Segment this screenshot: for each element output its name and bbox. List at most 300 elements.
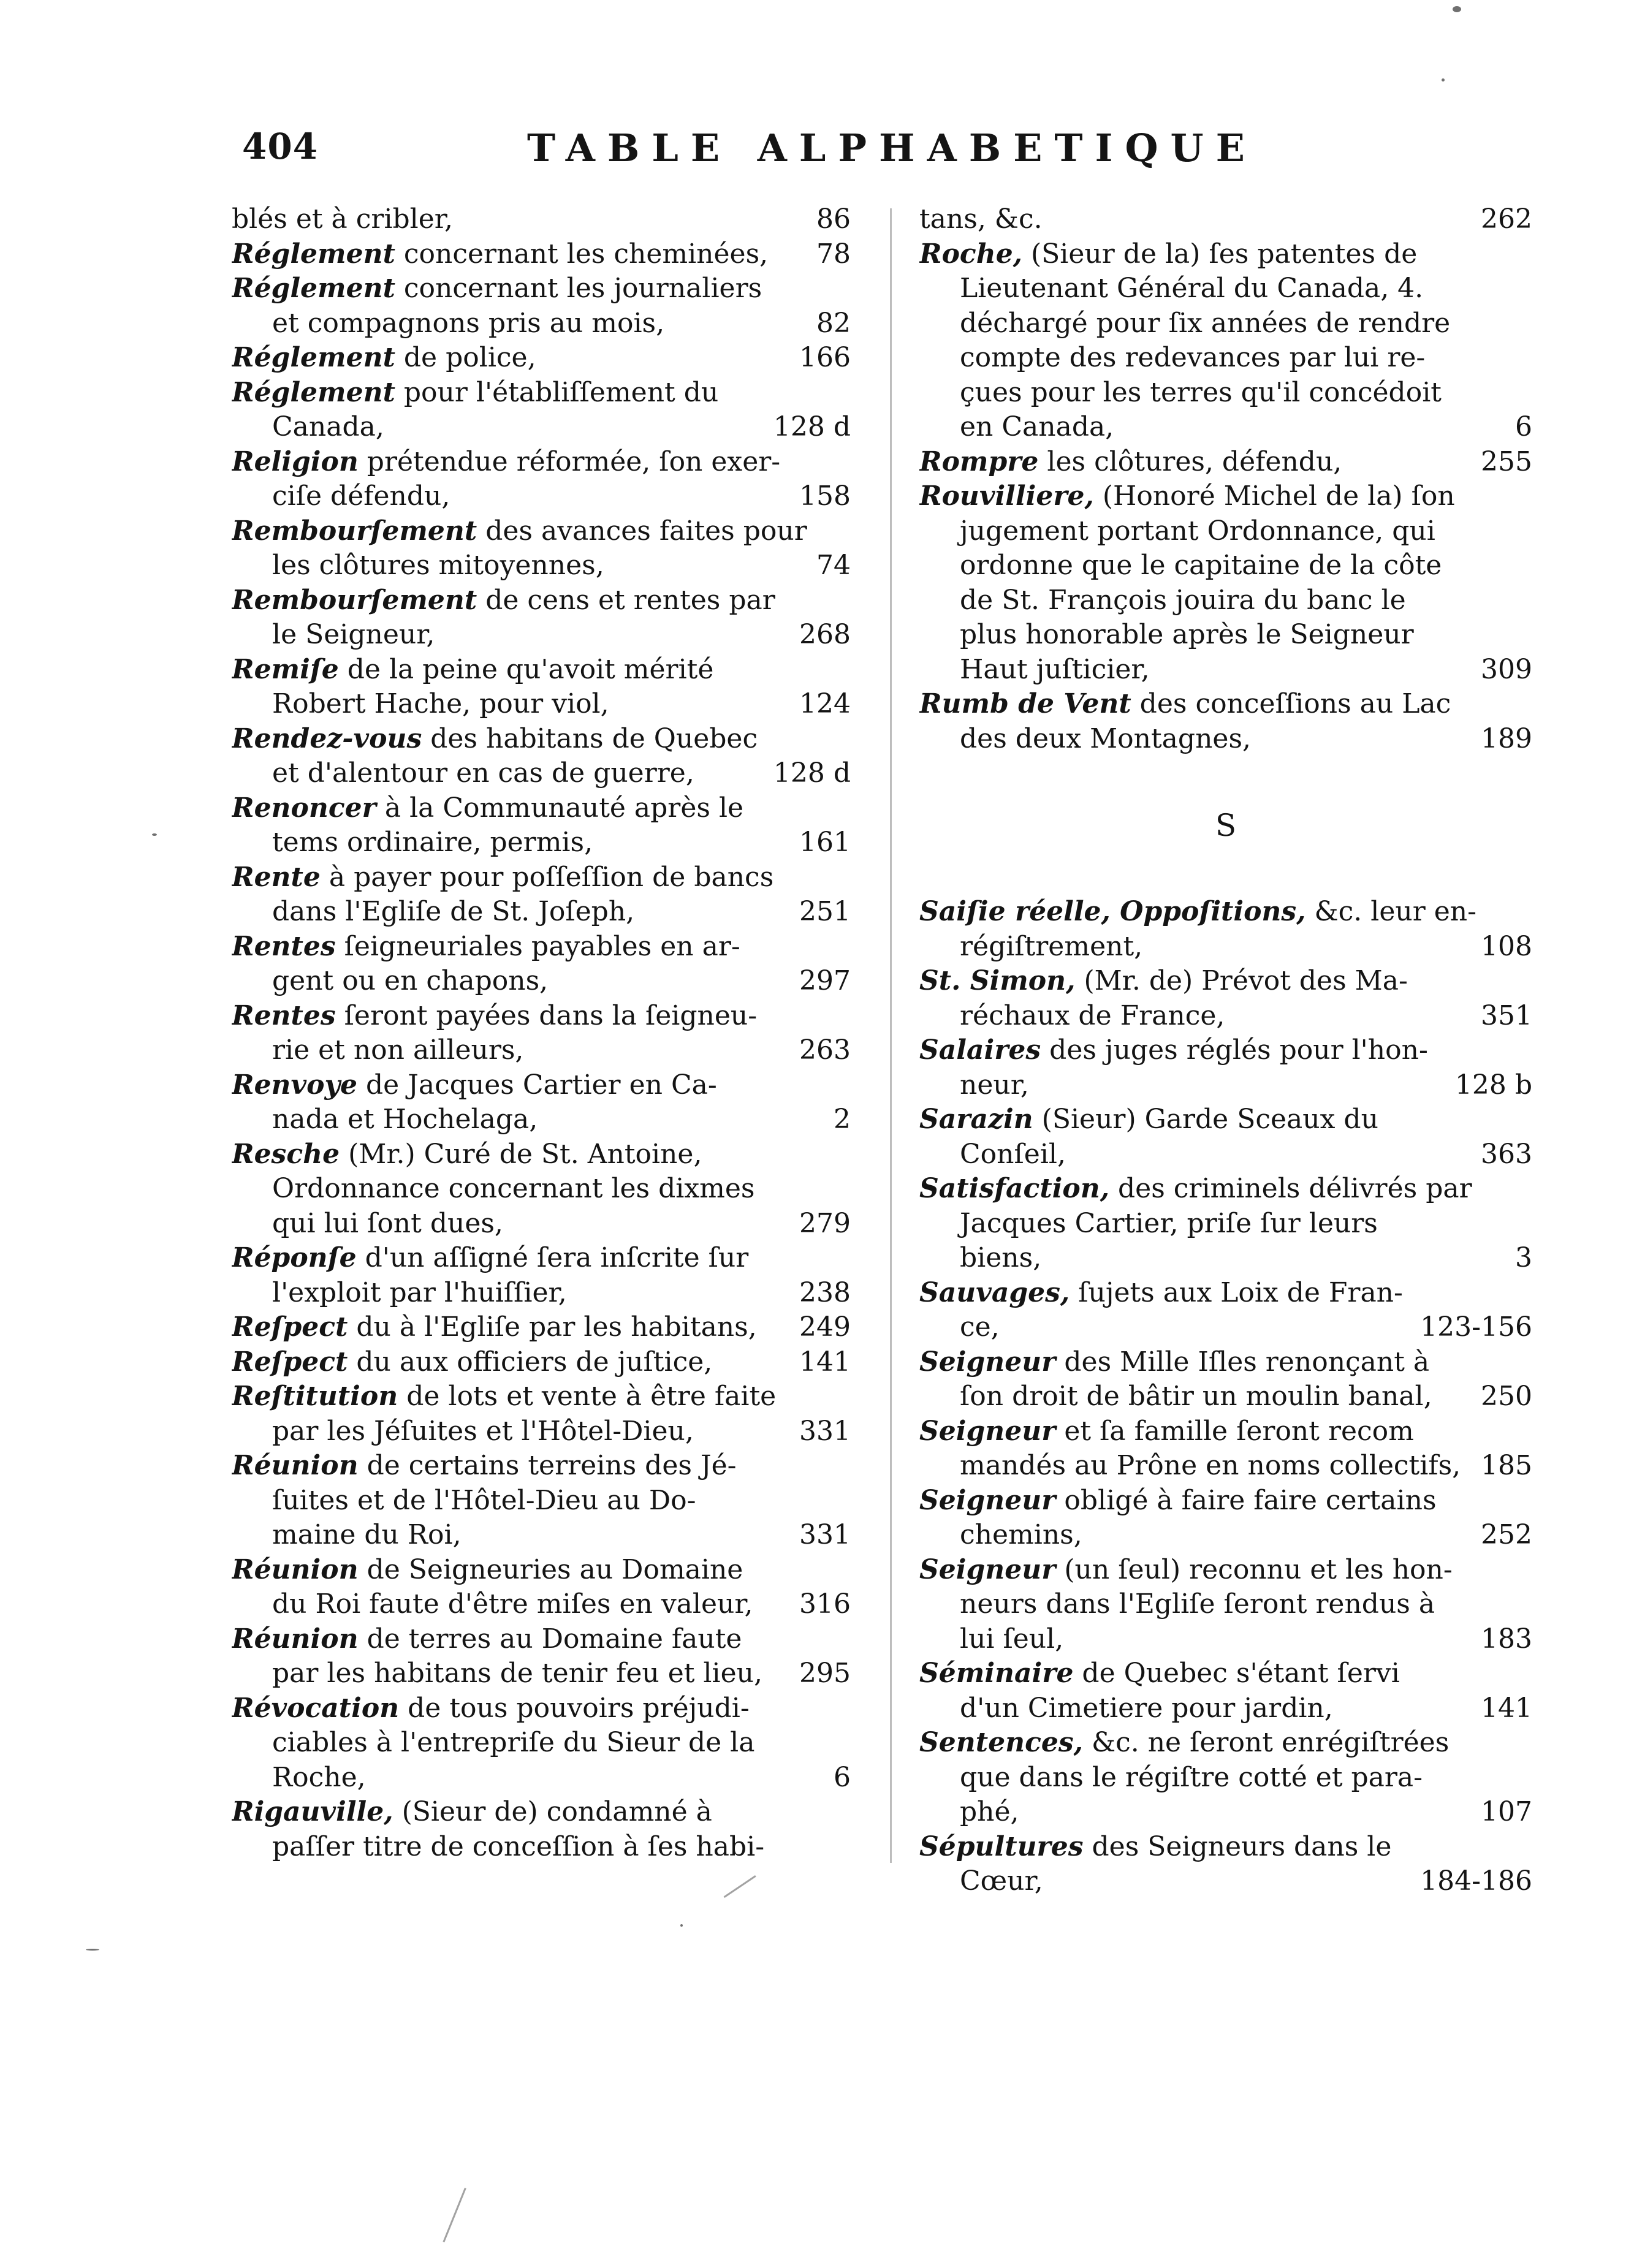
index-entry	[919, 1656, 1532, 1726]
entry-text	[232, 895, 851, 930]
entry-line	[232, 1691, 851, 1726]
index-entry	[232, 653, 851, 722]
entry-heading: Sauvages,	[919, 1276, 1070, 1308]
entry-heading: Renvoye	[232, 1069, 358, 1101]
index-entry	[232, 376, 851, 445]
page-reference: 128 d	[773, 757, 851, 789]
entry-text	[232, 1102, 851, 1137]
entry-heading: Reſtitution	[232, 1381, 398, 1412]
entry-line	[232, 756, 851, 791]
entry-text	[919, 1414, 1532, 1449]
entry-line	[232, 1761, 851, 1796]
entry-text	[232, 1761, 851, 1796]
entry-description: de lots et vente à être faite	[398, 1381, 777, 1412]
index-entry	[232, 1691, 851, 1796]
entry-line	[919, 687, 1532, 722]
entry-line	[919, 1864, 1532, 1899]
entry-text	[232, 306, 851, 341]
entry-heading: Rendez-vous	[232, 722, 422, 754]
entry-line	[232, 895, 851, 930]
scan-scratch	[724, 1875, 756, 1898]
entry-line	[919, 1761, 1532, 1796]
entry-line	[919, 1518, 1532, 1553]
entry-description: plus honorable après le Seigneur	[960, 619, 1414, 650]
entry-text	[232, 964, 851, 999]
entry-description: de St. François jouira du banc le	[960, 584, 1406, 616]
entry-description: régiſtrement,	[960, 930, 1143, 962]
index-entry	[232, 1241, 851, 1310]
entry-description: &c. leur en-	[1305, 896, 1476, 927]
entry-line	[919, 1207, 1532, 1242]
page-reference: 316	[799, 1588, 851, 1620]
entry-description: Jacques Cartier, priſe ſur leurs	[960, 1207, 1378, 1239]
entry-line	[232, 825, 851, 860]
entry-text	[919, 895, 1532, 930]
entry-heading: Réunion	[232, 1623, 359, 1655]
entry-text	[919, 1691, 1532, 1726]
page-reference: 2	[834, 1104, 851, 1135]
entry-heading: Remiſe	[232, 653, 339, 685]
entry-text	[232, 1587, 851, 1622]
entry-text	[919, 237, 1532, 272]
entry-text	[232, 583, 851, 618]
entry-text	[232, 722, 851, 757]
entry-description: qui lui ſont dues,	[272, 1207, 503, 1239]
entry-text	[919, 1345, 1532, 1380]
entry-text	[232, 1276, 851, 1311]
index-entry	[232, 237, 851, 272]
page-reference: 123-156	[1420, 1311, 1532, 1343]
entry-heading: Sépultures	[919, 1830, 1084, 1862]
entry-line	[919, 1587, 1532, 1622]
entry-heading: Roche,	[919, 238, 1023, 270]
entry-text	[232, 341, 851, 376]
entry-description: tems ordinaire, permis,	[272, 827, 593, 858]
entry-heading: Renoncer	[232, 792, 376, 824]
entry-heading: Séminaire	[919, 1658, 1074, 1689]
entry-line	[919, 1691, 1532, 1726]
entry-line	[919, 895, 1532, 930]
entry-text	[232, 237, 851, 272]
entry-description: gent ou en chapons,	[272, 965, 549, 996]
entry-text	[232, 1310, 851, 1345]
entry-text	[232, 756, 851, 791]
entry-line	[919, 653, 1532, 688]
entry-description: et compagnons pris au mois,	[272, 307, 665, 339]
entry-line	[919, 1345, 1532, 1380]
entry-description: Haut juſticier,	[960, 653, 1150, 685]
entry-description: des avances faites pour	[477, 515, 807, 547]
entry-heading: Seigneur	[919, 1346, 1056, 1378]
entry-description: du à l'Egliſe par les habitans,	[348, 1311, 757, 1343]
entry-description: nada et Hochelaga,	[272, 1104, 538, 1135]
entry-line	[919, 548, 1532, 583]
entry-text	[919, 999, 1532, 1034]
entry-description: ciables à l'entrepriſe du Sieur de la	[272, 1727, 755, 1758]
entry-heading: Rentes	[232, 930, 336, 962]
entry-text	[919, 1207, 1532, 1242]
page-reference: 252	[1481, 1519, 1532, 1550]
entry-line	[232, 1518, 851, 1553]
entry-description: ſeigneuriales payables en ar-	[335, 930, 740, 962]
entry-description: les clôtures, défendu,	[1038, 446, 1342, 477]
entry-line	[919, 202, 1532, 237]
entry-description: ciſe défendu,	[272, 480, 450, 512]
index-entry	[919, 1726, 1532, 1830]
entry-text	[919, 1137, 1532, 1172]
index-entry	[232, 1068, 851, 1137]
entry-description: des criminels délivrés par	[1109, 1173, 1472, 1204]
entry-line	[919, 1241, 1532, 1276]
entry-line	[919, 1449, 1532, 1484]
index-entry	[919, 1553, 1532, 1657]
entry-text	[919, 1761, 1532, 1796]
page-reference: 6	[1515, 411, 1532, 442]
entry-text	[919, 1795, 1532, 1830]
page-reference: 3	[1515, 1242, 1532, 1273]
entry-line	[919, 1172, 1532, 1207]
index-entry	[919, 1276, 1532, 1345]
entry-line	[232, 1379, 851, 1414]
entry-description: de tous pouvoirs préjudi-	[399, 1692, 750, 1724]
index-entry	[232, 341, 851, 376]
page-reference: 161	[799, 827, 851, 858]
entry-description: les clôtures mitoyennes,	[272, 550, 604, 581]
entry-text	[232, 271, 851, 306]
index-entry	[232, 1795, 851, 1864]
entry-text	[919, 410, 1532, 445]
entry-text	[232, 1691, 851, 1726]
entry-heading: Rentes	[232, 999, 336, 1031]
entry-description: maine du Roi,	[272, 1519, 462, 1550]
entry-description: d'un Cimetiere pour jardin,	[960, 1692, 1333, 1724]
entry-line	[232, 1587, 851, 1622]
entry-line	[919, 479, 1532, 514]
entry-text	[919, 687, 1532, 722]
entry-line	[919, 1414, 1532, 1449]
entry-text	[919, 1449, 1532, 1484]
entry-text	[919, 1068, 1532, 1103]
entry-description: dans l'Egliſe de St. Joſeph,	[272, 896, 635, 927]
entry-line	[232, 1207, 851, 1242]
entry-heading: Satisfaction,	[919, 1173, 1110, 1204]
entry-description: de police,	[395, 342, 536, 373]
entry-description: neurs dans l'Egliſe ſeront rendus à	[960, 1588, 1435, 1620]
entry-text	[232, 548, 851, 583]
entry-text	[232, 1553, 851, 1588]
entry-description: Robert Hache, pour viol,	[272, 688, 609, 719]
entry-line	[919, 618, 1532, 653]
index-entry	[919, 479, 1532, 687]
entry-description: blés et à cribler,	[232, 203, 453, 235]
entry-description: lui ſeul,	[960, 1623, 1064, 1655]
entry-line	[232, 341, 851, 376]
entry-text	[232, 1033, 851, 1068]
scan-speck	[86, 1949, 99, 1951]
entry-text	[919, 1553, 1532, 1588]
entry-line	[232, 618, 851, 653]
page-reference: 279	[799, 1207, 851, 1239]
entry-line	[232, 1102, 851, 1137]
entry-description: des conceſſions au Lac	[1131, 688, 1451, 719]
entry-line	[232, 1656, 851, 1691]
entry-heading: Rembourſement	[232, 584, 477, 616]
entry-line	[232, 930, 851, 965]
entry-heading: Réglement	[232, 238, 395, 270]
entry-description: biens,	[960, 1242, 1042, 1273]
entry-description: obligé à faire faire certains	[1055, 1484, 1437, 1516]
entry-line	[232, 237, 851, 272]
entry-line	[919, 237, 1532, 272]
entry-text	[919, 964, 1532, 999]
entry-description: ſuites et de l'Hôtel-Dieu au Do-	[272, 1484, 696, 1516]
entry-line	[232, 1068, 851, 1103]
page-reference: 263	[799, 1034, 851, 1066]
entry-text	[919, 1518, 1532, 1553]
entry-line	[232, 514, 851, 549]
entry-description: de Seigneuries au Domaine	[358, 1553, 743, 1585]
index-entry	[919, 445, 1532, 480]
index-entry	[919, 1414, 1532, 1484]
entry-line	[919, 1379, 1532, 1414]
entry-line	[232, 791, 851, 826]
entry-description: des Seigneurs dans le	[1083, 1830, 1392, 1862]
entry-line	[919, 1137, 1532, 1172]
entry-line	[232, 1622, 851, 1657]
page-reference: 295	[799, 1658, 851, 1689]
entry-text	[232, 930, 851, 965]
index-entry	[919, 1102, 1532, 1172]
index-entry	[232, 271, 851, 341]
entry-description: l'exploit par l'huiſſier,	[272, 1276, 567, 1308]
index-entry	[919, 895, 1532, 964]
entry-text	[232, 1795, 851, 1830]
entry-description: (Sieur de la) ſes patentes de	[1022, 238, 1418, 270]
entry-description: tans, &c.	[919, 203, 1043, 235]
index-entry	[232, 791, 851, 860]
entry-text	[232, 1068, 851, 1103]
index-entry	[232, 514, 851, 583]
entry-line	[232, 999, 851, 1034]
entry-description: du Roi faute d'être miſes en valeur,	[272, 1588, 753, 1620]
entry-line	[919, 999, 1532, 1034]
entry-line	[232, 202, 851, 237]
entry-line	[232, 479, 851, 514]
entry-heading: Seigneur	[919, 1415, 1056, 1447]
index-entry	[919, 1345, 1532, 1414]
entry-line	[232, 1553, 851, 1588]
entry-line	[919, 271, 1532, 306]
entry-description: (un ſeul) reconnu et les hon-	[1055, 1553, 1453, 1585]
entry-description: de terres au Domaine faute	[358, 1623, 742, 1655]
entry-description: (Honoré Michel de la) ſon	[1093, 480, 1455, 512]
entry-description: chemins,	[960, 1519, 1082, 1550]
page-reference: 124	[799, 688, 851, 719]
entry-line	[919, 445, 1532, 480]
section-letter: S	[1215, 807, 1237, 843]
scan-scratch	[443, 2188, 466, 2242]
entry-text	[232, 1379, 851, 1414]
page-reference: 166	[799, 342, 851, 373]
entry-text	[919, 930, 1532, 965]
entry-heading: Rumb de Vent	[919, 688, 1131, 719]
entry-text	[919, 1241, 1532, 1276]
page-reference: 185	[1481, 1450, 1532, 1481]
entry-text	[919, 653, 1532, 688]
entry-line	[232, 1172, 851, 1207]
entry-line	[232, 1241, 851, 1276]
entry-text	[919, 1726, 1532, 1761]
entry-heading: Reſpect	[232, 1311, 348, 1343]
entry-line	[919, 1795, 1532, 1830]
page-reference: 6	[834, 1761, 851, 1793]
scan-speck	[1453, 6, 1461, 12]
entry-line	[919, 1276, 1532, 1311]
entry-description: ordonne que le capitaine de la côte	[960, 550, 1442, 581]
entry-line	[232, 1726, 851, 1761]
entry-heading: Sentences,	[919, 1727, 1083, 1758]
entry-line	[919, 341, 1532, 376]
page-reference: 158	[799, 480, 851, 512]
index-entry	[232, 1137, 851, 1242]
entry-heading: Sarazin	[919, 1104, 1033, 1135]
page-reference: 331	[799, 1415, 851, 1447]
entry-description: déchargé pour ſix années de rendre	[960, 307, 1451, 339]
page-number: 404	[242, 126, 319, 167]
entry-heading: Religion	[232, 446, 359, 477]
entry-text	[232, 1484, 851, 1519]
entry-description: (Sieur de) condamné à	[393, 1796, 712, 1827]
entry-heading: Salaires	[919, 1034, 1041, 1066]
entry-description: de Jacques Cartier en Ca-	[357, 1069, 717, 1101]
page-reference: 107	[1481, 1796, 1532, 1827]
page-reference: 74	[816, 550, 851, 581]
entry-line	[232, 1414, 851, 1449]
entry-text	[919, 376, 1532, 411]
entry-heading: Rente	[232, 861, 321, 893]
entry-heading: Seigneur	[919, 1484, 1056, 1516]
scan-speck	[1442, 78, 1445, 82]
entry-heading: Seigneur	[919, 1553, 1056, 1585]
index-entry	[232, 445, 851, 514]
entry-line	[919, 930, 1532, 965]
entry-description: jugement portant Ordonnance, qui	[960, 515, 1435, 547]
entry-line	[919, 1656, 1532, 1691]
page-reference: 86	[816, 203, 851, 235]
entry-text	[232, 202, 851, 237]
entry-heading: Resche	[232, 1138, 340, 1170]
page-reference: 183	[1481, 1623, 1532, 1655]
entry-description: Lieutenant Général du Canada, 4.	[960, 273, 1424, 304]
entry-description: de certains terreins des Jé-	[358, 1450, 737, 1481]
index-entry	[232, 722, 851, 791]
entry-heading: St. Simon,	[919, 965, 1076, 996]
entry-line	[919, 1102, 1532, 1137]
index-entry	[232, 1553, 851, 1622]
index-entry	[232, 999, 851, 1068]
entry-text	[232, 1449, 851, 1484]
entry-line	[919, 1484, 1532, 1519]
page-reference: 108	[1481, 930, 1532, 962]
entry-text	[919, 1102, 1532, 1137]
entry-text	[232, 791, 851, 826]
entry-text	[919, 722, 1532, 757]
page-reference: 184-186	[1420, 1865, 1532, 1897]
entry-text	[232, 860, 851, 895]
page-reference: 363	[1481, 1138, 1532, 1170]
index-entry	[232, 1345, 851, 1380]
entry-line	[232, 548, 851, 583]
entry-line	[919, 1310, 1532, 1345]
entry-text	[919, 306, 1532, 341]
page-reference: 251	[799, 896, 851, 927]
index-entry	[919, 687, 1532, 756]
entry-description: ſujets aux Loix de Fran-	[1070, 1276, 1403, 1308]
entry-text	[919, 1656, 1532, 1691]
entry-line	[232, 271, 851, 306]
page-reference: 78	[816, 238, 851, 270]
entry-text	[232, 1414, 851, 1449]
page-reference: 268	[799, 619, 851, 650]
entry-text	[232, 687, 851, 722]
index-section-s	[919, 895, 1532, 1899]
entry-text	[919, 1622, 1532, 1657]
entry-line	[232, 722, 851, 757]
entry-text	[919, 548, 1532, 583]
index-entry	[232, 1310, 851, 1345]
entry-description: de la peine qu'avoit mérité	[338, 653, 714, 685]
entry-line	[232, 1830, 851, 1865]
entry-description: prétendue réformée, ſon exer-	[358, 446, 781, 477]
entry-line	[919, 722, 1532, 757]
entry-line	[919, 1622, 1532, 1657]
page-reference: 262	[1481, 203, 1532, 235]
index-entry	[232, 860, 851, 930]
entry-description: çues pour les terres qu'il concédoit	[960, 376, 1442, 408]
entry-description: le Seigneur,	[272, 619, 435, 650]
entry-line	[232, 687, 851, 722]
page-reference: 189	[1481, 722, 1532, 754]
entry-line	[232, 964, 851, 999]
entry-heading: Rompre	[919, 446, 1039, 477]
index-column-right	[919, 202, 1532, 1899]
entry-description: par les habitans de tenir feu et lieu,	[272, 1658, 762, 1689]
entry-description: mandés au Prône en noms collectifs,	[960, 1450, 1461, 1481]
entry-line	[919, 1553, 1532, 1588]
entry-text	[232, 653, 851, 688]
page-reference: 141	[799, 1346, 851, 1378]
page-reference: 351	[1481, 999, 1532, 1031]
section-gap	[919, 756, 1532, 791]
entry-line	[232, 445, 851, 480]
index-entry	[232, 930, 851, 999]
page-reference: 128 d	[773, 411, 851, 442]
entry-text	[919, 1484, 1532, 1519]
entry-text	[919, 618, 1532, 653]
index-entry	[232, 1622, 851, 1691]
entry-description: Canada,	[272, 411, 384, 442]
index-entry	[919, 237, 1532, 445]
entry-heading: Rouvilliere,	[919, 480, 1094, 512]
entry-description: ſon droit de bâtir un moulin banal,	[960, 1381, 1432, 1412]
entry-line	[232, 1795, 851, 1830]
entry-text	[232, 1345, 851, 1380]
entry-line	[232, 860, 851, 895]
entry-text	[232, 999, 851, 1034]
entry-description: neur,	[960, 1069, 1029, 1101]
entry-text	[232, 410, 851, 445]
entry-text	[919, 1033, 1532, 1068]
